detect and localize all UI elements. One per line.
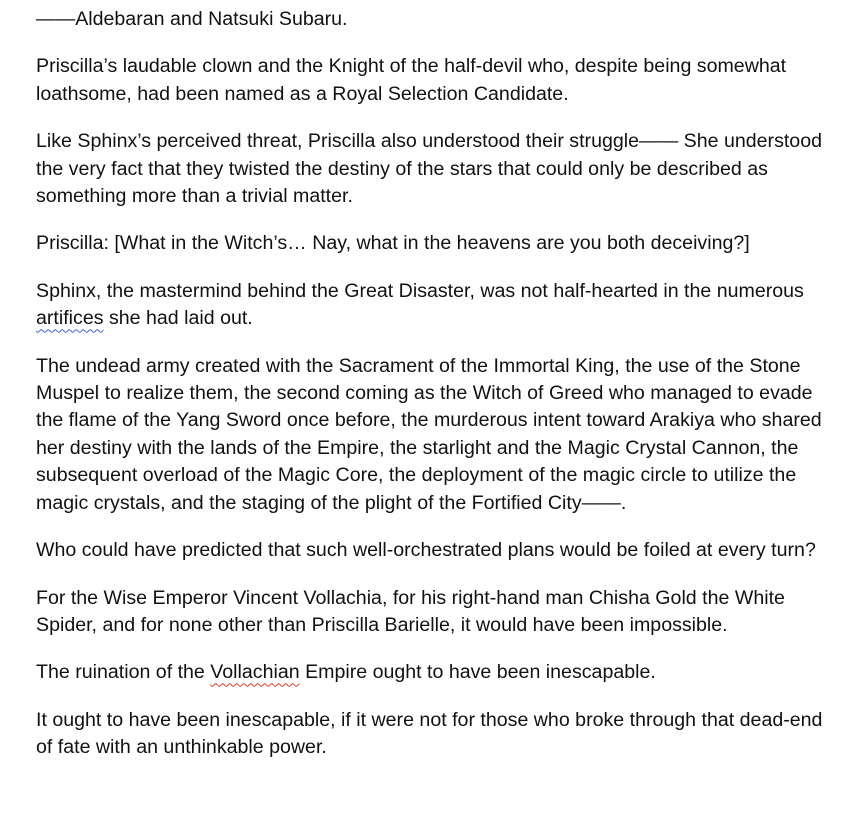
document-body (36, 6, 826, 782)
paragraph-text: Like Sphinx’s perceived threat, Priscilla also understood their struggle—— She understood the very fact that they twisted the destiny of the stars that could only be described as something more than a trivial matter. (36, 130, 822, 208)
paragraph-text: The undead army created with the Sacrament of the Immortal King, the use of the Stone Muspel to realize them, the second coming as the Witch of Greed who managed to evade the flame of the Yang Sword once before, the murderous intent toward Arakiya who shared her destiny with the lands of the Empire, the starlight and the Magic Crystal Cannon, the subsequent overload of the Magic Core, the deployment of the magic circle to utilize the magic crystals, and the staging of the plight of the Fortified City——. (36, 354, 822, 514)
paragraph-text: Sphinx, the mastermind behind the Great Disaster, was not half-hearted in the numerous (36, 279, 804, 302)
paragraph-text: Priscilla: [What in the Witch’s… Nay, what in the heavens are you both deceiving?] (36, 232, 750, 255)
paragraph-text: Who could have predicted that such well-orchestrated plans would be foiled at every turn? (36, 539, 816, 562)
spelling-flagged-word[interactable]: Vollachian (210, 661, 300, 684)
paragraph (36, 585, 826, 640)
paragraph-text: ——Aldebaran and Natsuki Subaru. (36, 8, 348, 30)
paragraph (36, 230, 826, 257)
paragraph-text: The ruination of the (36, 661, 211, 684)
paragraph-text: It ought to have been inescapable, if it were not for those who broke through that dead-end of fate with an unthinkable power. (36, 708, 823, 759)
paragraph (36, 707, 826, 762)
paragraph-text: For the Wise Emperor Vincent Vollachia, for his right-hand man Chisha Gold the White Spider, and for none other than Priscilla Barielle, it would have been impossible. (36, 586, 785, 636)
paragraph (36, 659, 826, 686)
paragraph (36, 353, 826, 517)
grammar-flagged-word[interactable]: artifices (36, 307, 104, 330)
paragraph (36, 53, 826, 108)
paragraph (36, 128, 826, 210)
paragraph (36, 537, 826, 564)
paragraph-text: Priscilla’s laudable clown and the Knight of the half-devil who, despite being somewhat loathsome, had been named as a Royal Selection Candidate. (36, 55, 787, 105)
paragraph (36, 278, 826, 333)
paragraph-text: she had laid out. (103, 307, 253, 330)
paragraph (36, 6, 826, 33)
paragraph-text: Empire ought to have been inescapable. (299, 661, 656, 684)
